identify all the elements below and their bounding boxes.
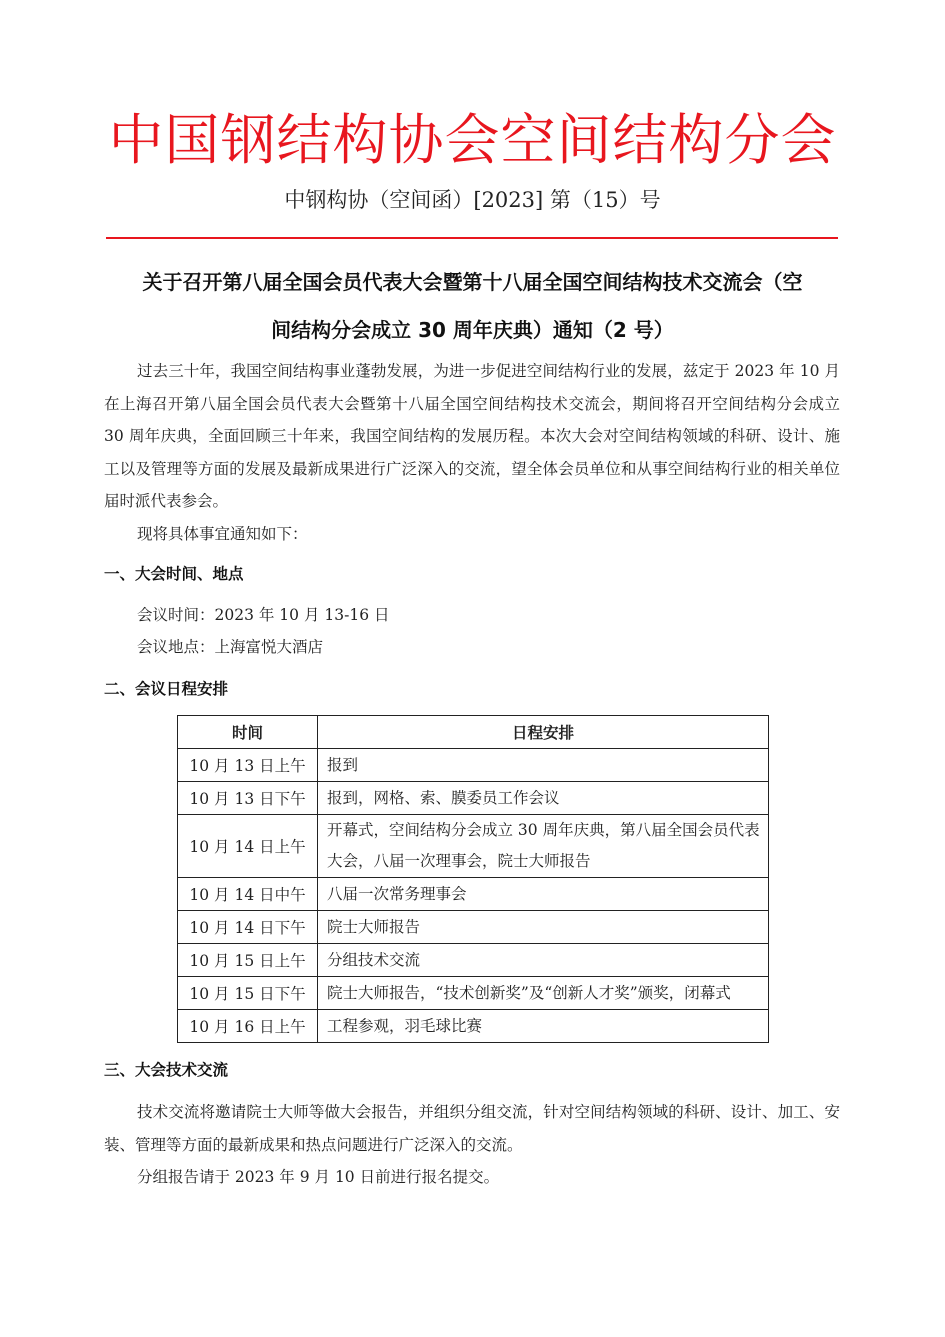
technical-exchange-paragraph: 技术交流将邀请院士大师等做大会报告，并组织分组交流，针对空间结构领域的科研、设计、加工、安装、管理等方面的最新成果和热点问题进行广泛深入的交流。: [104, 1103, 840, 1154]
report-deadline: 分组报告请于 2023 年 9 月 10 日前进行报名提交。: [137, 1168, 500, 1186]
organization-header: 中国钢结构协会空间结构分会: [108, 108, 837, 172]
table-row: [178, 782, 769, 815]
table-row: [178, 977, 769, 1010]
table-row: [178, 1010, 769, 1043]
row-time: 10 月 13 日上午: [178, 749, 318, 782]
row-time: 10 月 15 日下午: [178, 977, 318, 1010]
section-heading: 二、会议日程安排: [104, 680, 229, 698]
row-schedule: 报到: [318, 749, 769, 782]
table-row: [178, 944, 769, 977]
table-header-row: [178, 716, 769, 749]
notice-title-line-2: 间结构分会成立 30 周年庆典）通知（2 号）: [271, 318, 674, 342]
schedule-table: [177, 715, 769, 1043]
row-time: 10 月 14 日下午: [178, 911, 318, 944]
intro-paragraph: 过去三十年，我国空间结构事业蓬勃发展，为进一步促进空间结构行业的发展，兹定于 2023 年 10 月在上海召开第八届全国会员代表大会暨第十八届全国空间结构技术交流会，期间将召开空间结构分会成立 30 周年庆典，全面回顾三十年来，我国空间结构的发展历程。本次大会对空间结构领域的科研、设计、施工以及管理等方面的发展及最新成果进行广泛深入的交流，望全体会员单位和从事空间结构行业的相关单位届时派代表参会。: [104, 362, 840, 510]
meeting-time: 会议时间：2023 年 10 月 13-16 日: [137, 606, 390, 624]
row-schedule: 八届一次常务理事会: [318, 878, 769, 911]
row-time: 10 月 13 日下午: [178, 782, 318, 815]
row-time: 10 月 16 日上午: [178, 1010, 318, 1043]
technical-exchange-text: [104, 1096, 840, 1194]
meeting-location: 会议地点：上海富悦大酒店: [137, 638, 324, 656]
row-time: 10 月 15 日上午: [178, 944, 318, 977]
table-row: [178, 878, 769, 911]
table-row: [178, 815, 769, 878]
section-heading: 三、大会技术交流: [104, 1061, 229, 1079]
intro-followup: 现将具体事宜通知如下：: [137, 524, 308, 543]
row-time: 10 月 14 日上午: [178, 815, 318, 878]
row-schedule: 院士大师报告: [318, 911, 769, 944]
row-time: 10 月 14 日中午: [178, 878, 318, 911]
column-header-schedule: 日程安排: [318, 716, 769, 749]
table-row: [178, 749, 769, 782]
row-schedule: 院士大师报告，“技术创新奖”及“创新人才奖”颁奖，闭幕式: [318, 977, 769, 1010]
header-divider: [106, 237, 838, 239]
intro-text: [104, 355, 840, 550]
section-heading: 一、大会时间、地点: [104, 565, 244, 583]
row-schedule: 报到，网格、索、膜委员工作会议: [318, 782, 769, 815]
row-schedule: 分组技术交流: [318, 944, 769, 977]
row-schedule: 开幕式，空间结构分会成立 30 周年庆典，第八届全国会员代表大会，八届一次理事会，院士大师报告: [318, 815, 769, 878]
column-header-time: 时间: [178, 716, 318, 749]
document-number: 中钢构协（空间函）[2023] 第（15）号: [284, 188, 661, 212]
notice-title-line-1: 关于召开第八届全国会员代表大会暨第十八届全国空间结构技术交流会（空: [142, 270, 803, 294]
row-schedule: 工程参观，羽毛球比赛: [318, 1010, 769, 1043]
table-row: [178, 911, 769, 944]
